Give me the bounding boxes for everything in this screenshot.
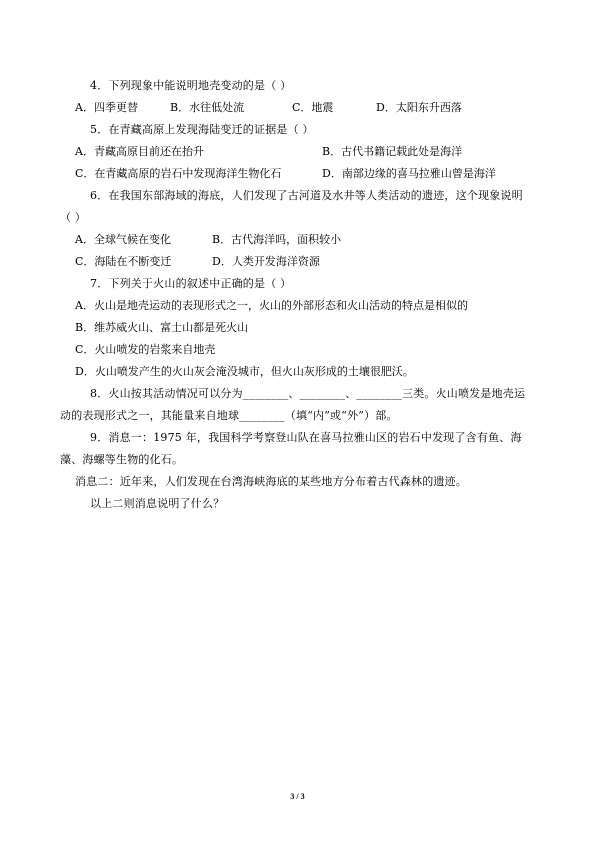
q9-line-4: 以上二则消息说明了什么？ (90, 497, 225, 510)
q6-stem: 6．在我国东部海域的海底，人们发现了古河道及水井等人类活动的遗迹，这个现象说明 (90, 189, 523, 202)
q7-option-c: C．火山喷发的岩浆来自地壳 (75, 343, 216, 356)
q5-option-a: A．青藏高原目前还在抬升 (75, 145, 204, 158)
q5-stem: 5．在青藏高原上发现海陆变迁的证据是（ ） (90, 123, 314, 136)
q9-line-3: 消息二：近年来，人们发现在台湾海峡海底的某些地方分布着古代森林的遗迹。 (75, 475, 467, 488)
q6-option-c: C．海陆在不断变迁 (75, 255, 172, 268)
q9-line-1: 9．消息一：1975 年，我国科学考察登山队在喜马拉雅山区的岩石中发现了含有鱼、海 (90, 431, 522, 444)
q7-option-d: D．火山喷发产生的火山灰会淹没城市，但火山灰形成的土壤很肥沃。 (75, 365, 414, 378)
q6-option-a: A．全球气候在变化 (75, 233, 171, 246)
q9-line-2: 藻、海螺等生物的化石。 (60, 453, 184, 466)
q4-option-c: C．地震 (292, 101, 334, 114)
q7-option-a: A．火山是地壳运动的表现形式之一，火山的外部形态和火山活动的特点是相似的 (75, 299, 468, 312)
q6-stem-continued: （ ） (60, 211, 87, 224)
q4-option-b: B．水往低处流 (170, 101, 245, 114)
q6-option-b: B．古代海洋吗，面积较小 (212, 233, 342, 246)
q8-line-2: 动的表现形式之一，其能量来自地球________（填“内”或“外”）部。 (60, 409, 398, 422)
q5-option-b: B．古代书籍记载此处是海洋 (322, 145, 463, 158)
q8-line-1: 8．火山按其活动情况可以分为________、________、________三类。火山喷发是地壳运 (90, 387, 526, 400)
page-number: 3 / 3 (290, 792, 305, 801)
q7-stem: 7．下列关于火山的叙述中正确的是（ ） (90, 277, 292, 290)
q7-option-b: B．维苏威火山、富士山都是死火山 (75, 321, 249, 334)
q4-stem: 4．下列现象中能说明地壳变动的是（ ） (90, 79, 292, 92)
q6-option-d: D．人类开发海洋资源 (212, 255, 320, 268)
q4-option-d: D．太阳东升西落 (376, 101, 462, 114)
q4-option-a: A．四季更替 (75, 101, 138, 114)
q5-option-d: D．南部边缘的喜马拉雅山曾是海洋 (322, 167, 496, 180)
q5-option-c: C．在青藏高原的岩石中发现海洋生物化石 (75, 167, 282, 180)
